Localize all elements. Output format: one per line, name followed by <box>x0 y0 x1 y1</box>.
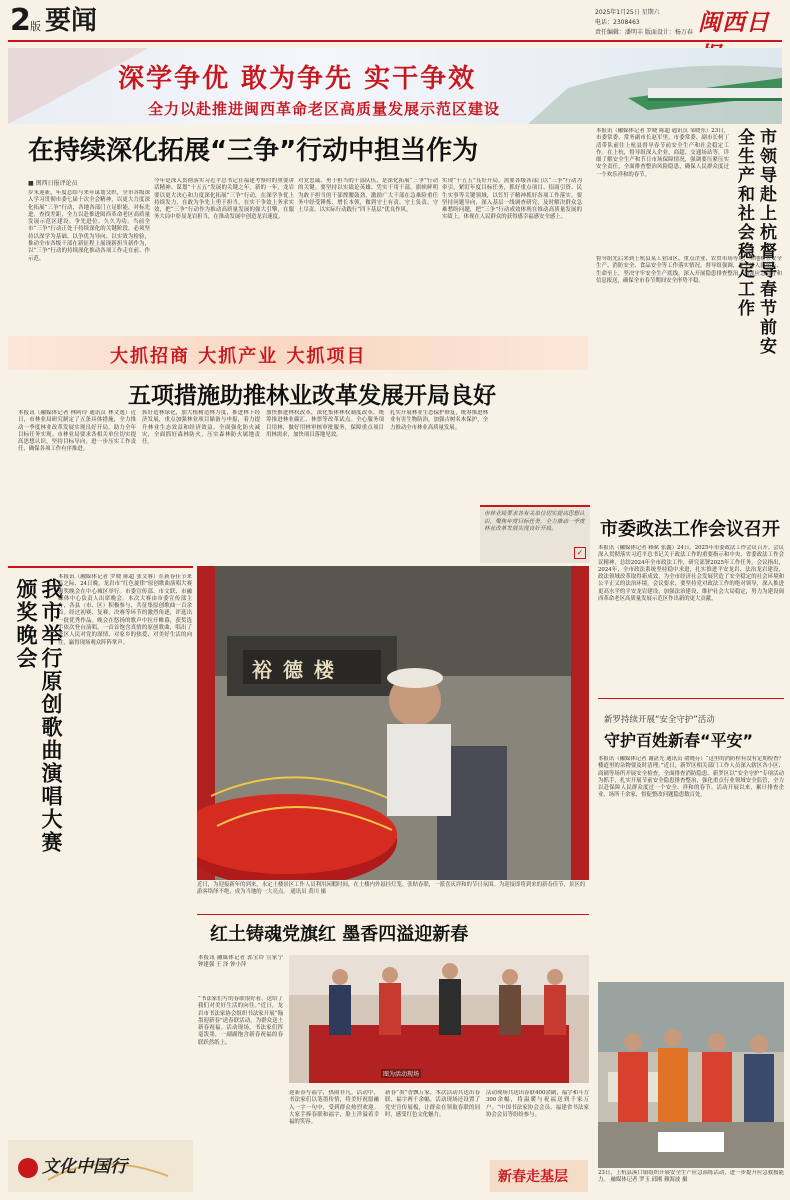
politics-law-rule <box>598 698 784 699</box>
calligraphy-tag <box>490 1160 588 1192</box>
calligraphy-byline: 本报讯 融媒体记者 郭宝铃 宣家宁 钟建强 王 泽 钟小萍 <box>198 955 283 969</box>
calligraphy-photo-graphic <box>289 955 589 1083</box>
commentary-byline: ■ 闽西日报评论员 <box>28 180 78 187</box>
calligraphy-photo-label: 图为活动现场 <box>383 1071 420 1078</box>
commentary-headline: 在持续深化拓展“三争”行动中担当作为 <box>28 136 479 166</box>
song-contest-body: 本报讯（融媒体记者 罗晓 陈超 张文睿）在新春佳节来临之际，24日晚，龙岩市“红色旋律”原创歌曲演唱大赛颁奖晚会在中心城区举行。市委宣传部、市文联、市融媒体中心负责人出席晚会。本次大赛由市委宣传部主办，各县（市、区）积极参与，共征集原创歌曲一百余首。经过初赛、复赛、决赛等环节的激烈角逐，评选出一批优秀作品。晚会在悠扬的歌声中拉开帷幕，获奖选手依次登台演唱，一首首饱含真情的原创歌曲，唱出了老区人民对党的深情、对家乡的热爱、对美好生活的向往，赢得现场观众阵阵掌声。 <box>58 574 192 646</box>
slogan-banner <box>8 48 782 124</box>
ribbon-banner <box>8 336 588 370</box>
forestry-col-1: 本报讯（融媒体记者 林阿玲 通讯员 林文逸）近日，市林业局研究制定了五条具体措施，全力推动一季度林业改革发展实现良好开局，助力全年目标任务实现。市林业局要求各相关单位切实提高思想认识，坚持目标导向，进一步压实工作责任，确保各项工作有序推进。 <box>18 410 136 453</box>
corner-mark-text: 文化中国行 <box>42 1157 127 1177</box>
forestry-callout-text: 市林业局要求各有关单位切实提高思想认识，聚焦年度目标任务，全力推动一季度林业改革发展实现良好开局。 <box>484 511 585 533</box>
page-number: 2 <box>10 3 31 38</box>
calligraphy-photo <box>289 955 589 1083</box>
commentary-col-1: 岁末迎新，年度总结与来年谋划交织，全市各级深入学习贯彻市委七届十次全会精神，以更大力度深化拓展“三争”行动，各地各部门立足职能，对标先进，查找差距，全力以赴推进闽西革命老区高质量发展示范区建设。争先进位、久久为功。当前全市“三争”行动正处于持续深化的关键阶段，必须坚持以深学为基础、以争优为导向、以实效为检验，推动全市各级干部在新征程上展现新担当新作为，以“三争”行动的持续深化推动各项工作走在前、作示范。 <box>28 190 150 262</box>
security-kicker: 新罗持续开展“安全守护”活动 <box>604 715 715 725</box>
security-photo <box>598 982 784 1168</box>
masthead <box>0 0 790 46</box>
safety-headline: 市领导赴上杭督导春节前安全生产和社会稳定工作 <box>734 128 776 356</box>
forestry-col-3: 加快推进林权改革，深化集体林权制度改革，统筹推进林业碳汇、林票等改革试点。全心服务项目用林，做好用林审核审批服务，保障重点项目用林需求，加快项目落地见效。 <box>266 410 384 438</box>
editor-line: 责任编辑：潘明丰 版面设计：杨万春 <box>595 29 693 36</box>
masthead-rule <box>8 40 782 42</box>
forestry-col-4: 扎实开展林业生态保护修复，统筹推进林业有害生物防治，加强古树名木保护，全力推动全市林业高质量发展。 <box>390 410 488 431</box>
security-headline: 守护百姓新春“平安” <box>604 731 754 750</box>
commentary-col-2: 今年是深入贯彻落实习近平总书记在福建考察时的重要讲话精神、谋划“十五五”发展的关键之年。新的一年，龙岩要以更大决心和力度深化拓展“三争”行动，在深学争优上持续发力，在敢为争先上勇于担当，在实干争效上务求实效，把“三争”行动作为推动高质量发展的强大引擎，在服务大局中彰显龙岩担当，在推动发展中创造龙岩速度。 <box>154 178 294 221</box>
safety-body-top: 本报讯（融媒体记者 罗晓 陈超 通讯员 邹晓东）23日，市委常委、常务副市长赵军里，市委常委、副市长柯丁清带队前往上杭县督导春节前安全生产和社会稳定工作。在上杭，督导组深入企业、商超、交通场站等，详细了解安全生产和节日市场保障情况，强调要压紧压实安全责任，全面排查整治风险隐患，确保人民群众度过一个欢乐祥和的春节。 <box>596 128 729 178</box>
feature-photo <box>197 566 589 880</box>
feature-photo-caption: 近日，为迎接新年的到来，永定土楼景区工作人员利用闲暇时间，在土楼内外悬挂灯笼、张贴春联，一派喜庆祥和的节日氛围。为迎接即将到来的新春佳节，景区的游客络绎不绝，成为当地的一大亮点。 通讯员 黄川 摄 <box>197 882 586 896</box>
commentary-col-3: 对党忠诚、勇于担当的干部队伍，是深化拓展“三争”行动的关键。要坚持以实绩论英雄、凭实干用干部，旗帜鲜明为敢于担当的干部撑腰鼓劲，激励广大干部在急难险重任务中经受锤炼、增长本领，做到守土有责、守土负责、守土尽责，以实际行动践行“四下基层”优良作风。 <box>298 178 438 214</box>
forestry-col-2: 抓好造林绿化，加大植树造林力度，推进林下经济发展，重点加强林业项目储备与申报，着力提升林业生态效益和经济效益。全面强化防火减灾，全面抓好森林防火，压实森林防火属地责任。 <box>142 410 260 446</box>
commentary-col-4: 实现“十五五”良好开局，需要各级各部门以“三争”行动为牵引，紧盯年度目标任务，抓好重点项目、招商引资、民生实事等关键领域，以钉钉子精神抓好各项工作落实。要坚持问题导向，深入基层一线调查研究，及时解决群众急难愁盼问题，把“三争”行动成效体现在推动高质量发展的实绩上，体现在人民群众的获得感幸福感安全感上。 <box>442 178 582 221</box>
building-sign: 裕 德 楼 <box>252 658 336 682</box>
security-photo-caption: 23日，上杭县溪口镇组织开展安全生产应急演练活动，进一步提升应急救援能力。 融媒体记者 罗玉 邱刚 赖海波 摄 <box>598 1170 784 1184</box>
paper-logo: 闽西日 <box>698 9 770 36</box>
safety-body-bottom: 督导组先后来到上杭县某工业园区、重点企业、农贸市场等地，实地检查安全生产、消防安全、食品安全等工作落实情况。督导组强调，要坚持人民至上、生命至上，坚决守牢安全生产底线，深入开展隐患排查整治，加强应急值守和信息报送，确保全市春节期间安全形势平稳。 <box>596 256 782 284</box>
feature-photo-graphic <box>197 566 589 880</box>
corner-mark <box>8 1140 193 1192</box>
security-photo-graphic <box>598 982 784 1168</box>
forestry-headline: 五项措施助推林业改革发展开局良好 <box>128 383 496 409</box>
calligraphy-tag-text: 新春走基层 <box>498 1169 568 1185</box>
tel-line: 电话：2308463 <box>595 19 640 26</box>
share-icon: ✓ <box>574 547 586 559</box>
banner-slogan: 深学争优 敢为争先 实干争效 <box>118 64 477 94</box>
song-contest-headline: 我市举行原创歌曲演唱大赛颁奖晚会 <box>14 578 64 854</box>
politics-law-body: 本报讯（融媒体记者 赖斌 张鑫）24日，2025年市委政法工作会议召开。会议深入贯彻落实习近平总书记关于政法工作的重要指示和中央、省委政法工作会议精神，总结2024年全市政法工作，研究部署2025年工作任务。会议指出，2024年，全市政法系统坚持稳中求进，扎实推进平安龙岩、法治龙岩建设，政法领域改革取得新成效，为全市经济社会发展营造了安全稳定的社会环境和公平正义的法治环境。会议要求，要坚持党对政法工作的绝对领导，深入推进更高水平的平安龙岩建设，加强法治建设，维护社会大局稳定，努力为建设闽西革命老区高质量发展示范区作出新的更大贡献。 <box>598 545 784 603</box>
page-unit: 版 <box>30 20 41 33</box>
calligraphy-col-1: “书法家们写的春联很好看，送给了我们对美好生活的向往。”近日，龙岩市书法家协会组织书法家开展“翰墨迎新春”送春联活动，为群众送上新春祝福。活动现场，书法家们挥毫泼墨，一副副饱含新春祝福的春联跃然纸上。 <box>198 996 283 1046</box>
calligraphy-col-3: 新春“墨”香飘万家，本次活动共送出春联、福字两千余幅。活动现场还设置了党史宣传展板，让群众在领取春联的同时，感受红色文化魅力。 <box>385 1090 480 1118</box>
forestry-callout <box>480 505 590 563</box>
song-top-rule <box>8 566 193 568</box>
date-line: 2025年1月25日 星期六 <box>595 9 660 16</box>
section-title: 要闻 <box>45 6 98 36</box>
calligraphy-col-4: 活动现场共送出春联400余副，福字和斗方300余幅，将温暖与祝福送到千家万户。“中国书法家协会会员、福建省书法家协会会员等纷纷参与。 <box>486 1090 589 1118</box>
calligraphy-col-2: 迎新春写福字，热闹非凡。活动中，书法家们以笔墨传情，将美好祝愿融入一字一句中，受到群众热烈欢迎。大家手捧春联和福字，脸上洋溢着幸福的笑容。 <box>289 1090 379 1126</box>
calligraphy-top-rule <box>197 914 589 915</box>
security-body: 本报讯（融媒体记者 谢湛光 通讯员 俞晓芬）“这里的消防栓有没有定期检查？楼道里的杂物要及时清理。”近日，新罗区相关部门工作人员深入辖区各小区、商铺等场所开展安全检查，全面排查消防隐患。新罗区以“安全守护”专项活动为抓手，扎实开展节前安全隐患排查整治，强化重点行业领域安全监管，全力以赴保障人民群众度过一个安全、祥和的春节。活动开展以来，累计排查企业、场所千余家，督促整改问题隐患数百处。 <box>598 756 784 799</box>
politics-law-headline: 市委政法工作会议召开 <box>600 519 780 540</box>
ribbon-text: 大抓招商 大抓产业 大抓项目 <box>110 346 367 367</box>
banner-subtitle: 全力以赴推进闽西革命老区高质量发展示范区建设 <box>148 100 501 118</box>
calligraphy-headline: 红土铸魂党旗红 墨香四溢迎新春 <box>210 924 469 945</box>
